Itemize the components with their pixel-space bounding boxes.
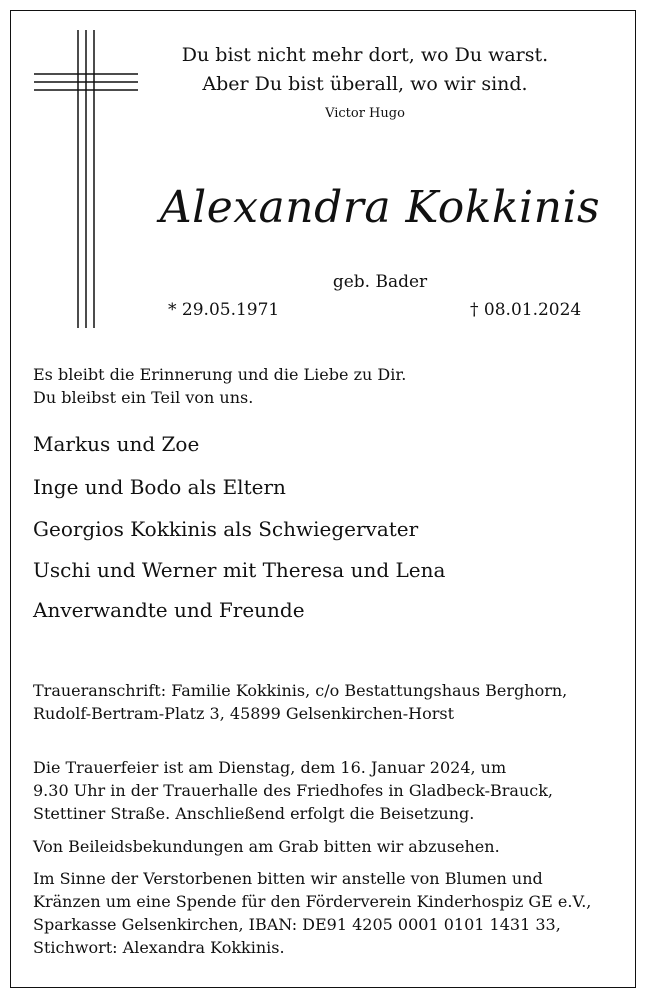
mourner-5: Anverwandte und Freunde xyxy=(33,598,305,622)
address-line-1: Traueranschrift: Familie Kokkinis, c/o Bestattungshaus Berghorn, xyxy=(33,681,568,700)
cross-icon xyxy=(30,30,140,330)
mourner-4: Uschi und Werner mit Theresa und Lena xyxy=(33,558,446,582)
death-date: † 08.01.2024 xyxy=(470,300,582,320)
quote-line-1: Du bist nicht mehr dort, wo Du warst. xyxy=(181,44,549,66)
donation-line-3: Sparkasse Gelsenkirchen, IBAN: DE91 4205 0001 0101 1431 33, xyxy=(33,915,561,934)
mourner-1: Markus und Zoe xyxy=(33,432,200,456)
birth-date: * 29.05.1971 xyxy=(168,300,280,320)
service-line-3: Stettiner Straße. Anschließend erfolgt die Beisetzung. xyxy=(33,804,475,823)
deceased-name: Alexandra Kokkinis xyxy=(159,182,601,233)
donation-line-1: Im Sinne der Verstorbenen bitten wir anstelle von Blumen und xyxy=(33,869,543,888)
donation-line-4: Stichwort: Alexandra Kokkinis. xyxy=(33,938,285,957)
service-line-1: Die Trauerfeier ist am Dienstag, dem 16. Januar 2024, um xyxy=(33,758,507,777)
donation-line-2: Kränzen um eine Spende für den Förderverein Kinderhospiz GE e.V., xyxy=(33,892,592,911)
mourner-2: Inge und Bodo als Eltern xyxy=(33,475,286,499)
quote-line-2: Aber Du bist überall, wo wir sind. xyxy=(202,73,528,95)
remembrance-line-1: Es bleibt die Erinnerung und die Liebe zu Dir. xyxy=(33,365,407,384)
condolence-note: Von Beileidsbekundungen am Grab bitten wir abzusehen. xyxy=(33,837,500,856)
remembrance-line-2: Du bleibst ein Teil von uns. xyxy=(33,388,254,407)
address-line-2: Rudolf-Bertram-Platz 3, 45899 Gelsenkirchen-Horst xyxy=(33,704,455,723)
birth-name: geb. Bader xyxy=(332,272,428,292)
quote-author: Victor Hugo xyxy=(325,106,405,121)
mourner-3: Georgios Kokkinis als Schwiegervater xyxy=(33,517,419,541)
service-line-2: 9.30 Uhr in der Trauerhalle des Friedhofes in Gladbeck-Brauck, xyxy=(33,781,553,800)
